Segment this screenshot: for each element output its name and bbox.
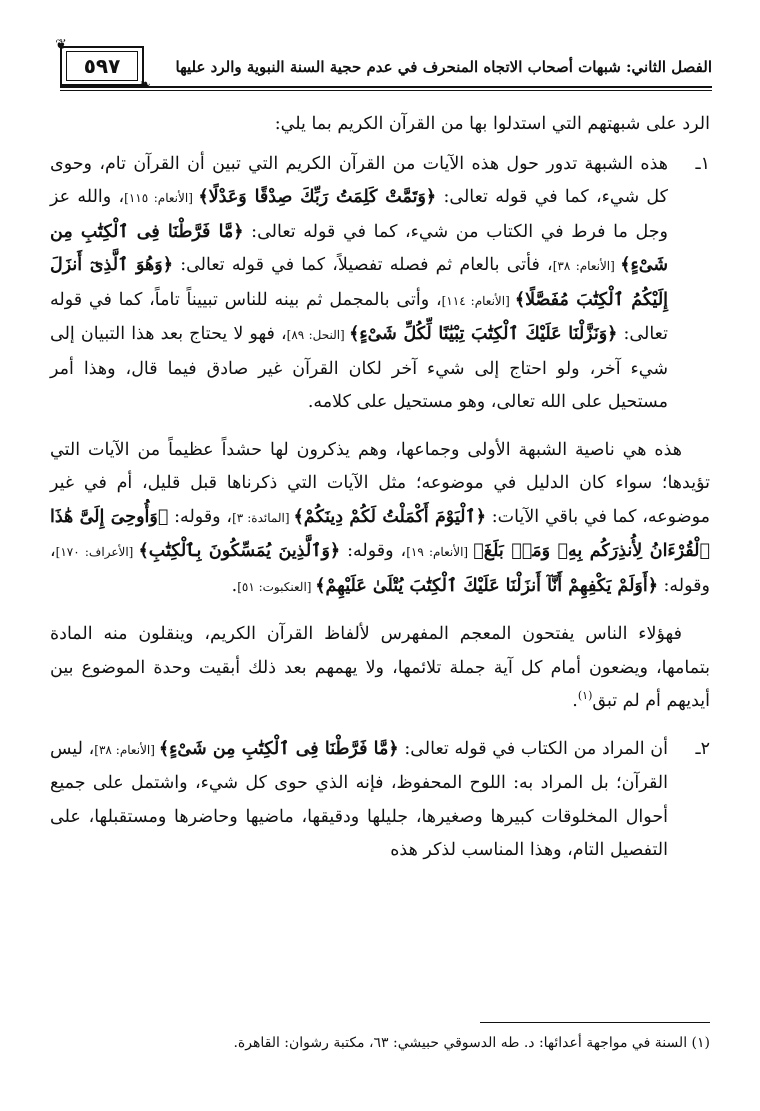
body-text: ، فهو لا يحتاج بعد هذا التبيان إلى شيء آخر، ولو احتاج إلى شيء آخر لكان القرآن غير صادق فيما قال، وهذا أمر مستحيل على الله تعالى، وهو مستحيل على كلامه. bbox=[50, 324, 668, 412]
body-text: ، وقوله: bbox=[168, 506, 233, 527]
quran-verse: ﴿ٱلْيَوْمَ أَكْمَلْتُ لَكُمْ دِينَكُمْ﴾ bbox=[293, 506, 486, 527]
verse-reference: [العنكبوت: ٥١] bbox=[237, 579, 316, 594]
paragraph-2 bbox=[50, 434, 710, 605]
verse-reference: [المائدة: ٣] bbox=[232, 510, 294, 525]
header-rule bbox=[60, 86, 712, 88]
body-text: ، والله عز وجل ما فرط في الكتاب من شيء، كما في قوله تعالى: bbox=[50, 187, 668, 242]
body-text: ، فأتى بالعام ثم فصله تفصيلاً، كما في قوله تعالى: bbox=[173, 255, 553, 275]
body-text: . bbox=[231, 575, 238, 596]
body-text: ، وقوله: bbox=[50, 541, 710, 596]
verse-reference: [الأنعام: ١٩] bbox=[406, 545, 474, 559]
body-text: ، وقوله: bbox=[340, 541, 407, 561]
running-header bbox=[55, 37, 712, 93]
main-text bbox=[50, 108, 710, 868]
numbered-point-1 bbox=[50, 148, 710, 420]
corner-ornament-icon: ❦ bbox=[55, 37, 67, 53]
footnote-marker[interactable]: (١) bbox=[577, 689, 593, 703]
quran-verse: ﴿وَنَزَّلْنَا عَلَيْكَ ٱلْكِتَٰبَ تِبْيَٰنًا لِّكُلِّ شَىْءٍ﴾ bbox=[349, 324, 618, 344]
body-text: . bbox=[572, 691, 578, 711]
body-text: أن المراد من الكتاب في قوله تعالى: bbox=[398, 738, 668, 759]
intro-line: الرد على شبهتهم التي استدلوا بها من القرآن الكريم بما يلي: bbox=[274, 114, 710, 134]
verse-reference: [النحل: ٨٩] bbox=[286, 328, 350, 342]
chapter-title: الفصل الثاني: شبهات أصحاب الاتجاه المنحرف في عدم حجية السنة النبوية والرد عليها bbox=[175, 58, 712, 76]
body-text: هذه الشبهة تدور حول هذه الآيات من القرآن الكريم التي تبين أن القرآن تام، وحوى كل شيء، كما في قوله تعالى: bbox=[50, 153, 668, 207]
footnote: (١) السنة في مواجهة أعدائها: د. طه الدسوقي حبيشي: ٦٣، مكتبة رشوان: القاهرة. bbox=[233, 1035, 710, 1051]
quran-verse: ﴿مَّا فَرَّطْنَا فِى ٱلْكِتَٰبِ مِن شَىْءٍ﴾ bbox=[50, 221, 669, 275]
page-number: ٥٩٧ bbox=[83, 54, 121, 78]
numbered-point-2 bbox=[50, 733, 710, 868]
quran-verse: ﴿وَأُوحِىَ إِلَىَّ هَٰذَا ٱلْقُرْءَانُ لِأُنذِرَكُم بِهِۦ وَمَنۢ بَلَغَ﴾ bbox=[50, 506, 710, 561]
verse-reference: [الأنعام: ١١٤] bbox=[441, 293, 515, 308]
verse-reference: [الأعراف: ١٧٠] bbox=[55, 545, 139, 559]
page-number-box bbox=[60, 46, 144, 86]
verse-reference: [الأنعام: ١١٥] bbox=[124, 191, 199, 205]
quran-verse: ﴿مَّا فَرَّطْنَا فِى ٱلْكِتَٰبِ مِن شَىْءٍ﴾ bbox=[158, 738, 399, 759]
paragraph-3 bbox=[50, 618, 710, 719]
verse-reference: [الأنعام: ٣٨] bbox=[552, 259, 621, 273]
footnote-separator bbox=[480, 1022, 710, 1023]
body-text: ، وأتى بالمجمل ثم بينه للناس تبييناً تاماً، كما في قوله تعالى: bbox=[50, 289, 668, 344]
quran-verse: ﴿وَٱلَّذِينَ يُمَسِّكُونَ بِٱلْكِتَٰبِ﴾ bbox=[138, 541, 341, 561]
point-number: ١ـ bbox=[695, 153, 710, 174]
point-number: ٢ـ bbox=[695, 738, 710, 759]
header-rule-thin bbox=[60, 90, 712, 91]
corner-ornament-icon: ❧ bbox=[139, 77, 151, 93]
body-text: فهؤلاء الناس يفتحون المعجم المفهرس لألفاظ القرآن الكريم، وينقلون منه المادة بتمامها، ويضعون أمام كل آية جملة تلائمها، ولا يهمهم بعد ذلك أبقيت وحدة الموضوع بين أيديهم أم لم تبق bbox=[50, 624, 710, 711]
verse-reference: [الأنعام: ٣٨] bbox=[94, 742, 159, 757]
quran-verse: ﴿أَوَلَمْ يَكْفِهِمْ أَنَّآ أَنزَلْنَا عَلَيْكَ ٱلْكِتَٰبَ يُتْلَىٰ عَلَيْهِمْ﴾ bbox=[315, 575, 658, 596]
quran-verse: ﴿وَتَمَّتْ كَلِمَتُ رَبِّكَ صِدْقًا وَعَدْلًا﴾ bbox=[198, 187, 437, 207]
body-text: هذه هي ناصية الشبهة الأولى وجماعها، وهم يذكرون لها حشداً عظيماً من الآيات التي تؤيدها؛ سواء كان الدليل في موضوعه؛ مثل الآيات التي ذكرناها قبل قليل، أم في غير موضوعه، كما في باقي الآيات: bbox=[50, 439, 710, 527]
quran-verse: ﴿وَهُوَ ٱلَّذِىٓ أَنزَلَ إِلَيْكُمُ ٱلْكِتَٰبَ مُفَصَّلًا﴾ bbox=[50, 255, 669, 310]
body-text: ، ليس القرآن؛ بل المراد به: اللوح المحفوظ، فإنه الذي حوى كل شيء، واشتمل على جميع أحوال المخلوقات كبيرها وصغيرها، جليلها ودقيقها، ماضيها وحاضرها ومستقبلها، على التفصيل التام، وهذا المناسب لذكر هذه bbox=[50, 738, 668, 860]
